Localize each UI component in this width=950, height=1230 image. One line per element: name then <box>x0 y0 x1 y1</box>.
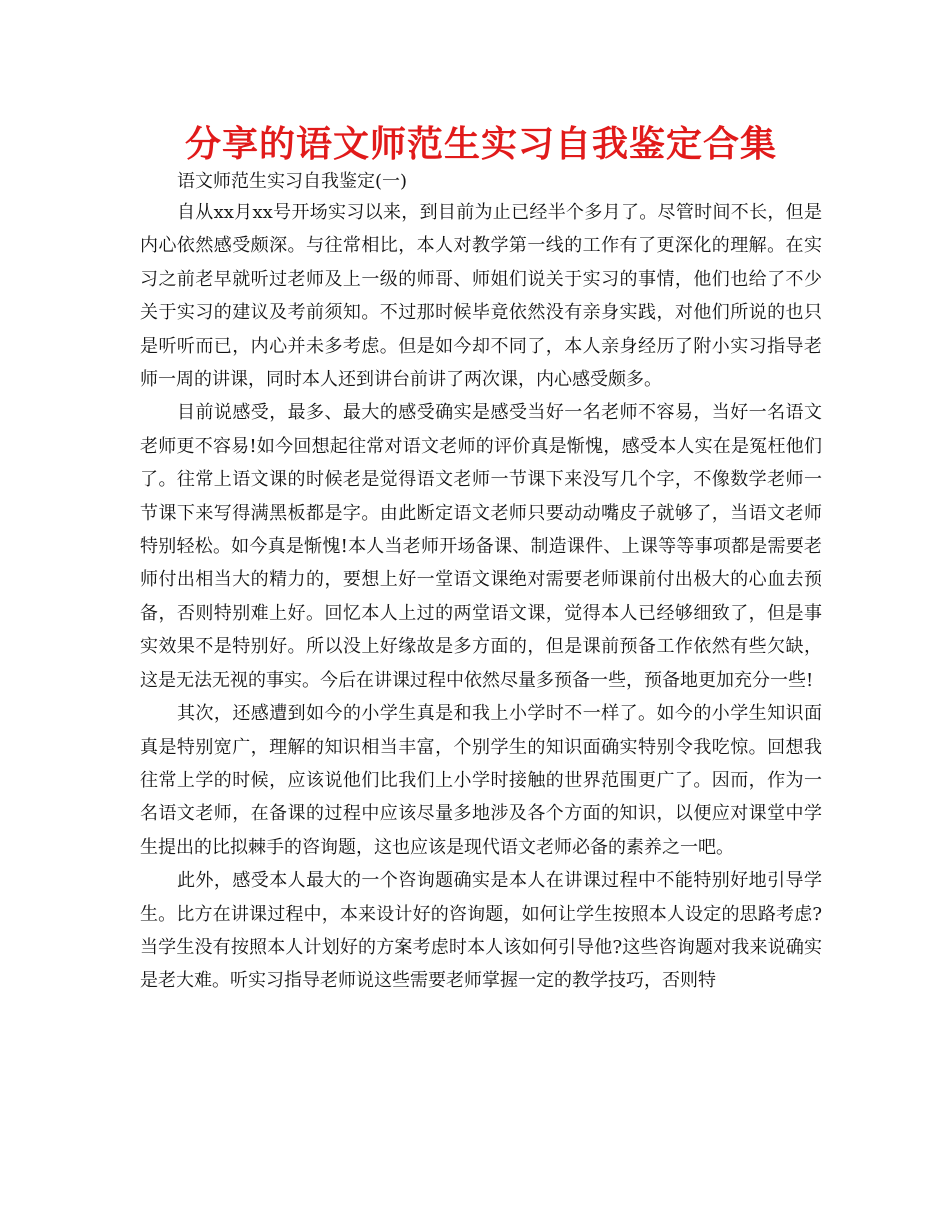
paragraph-4: 此外，感受本人最大的一个咨询题确实是本人在讲课过程中不能特别好地引导学生。比方在讲课过程中，本来设计好的咨询题，如何让学生按照本人设定的思路考虑?当学生没有按照本人计划好的方案考虑时本人该如何引导他?这些咨询题对我来说确实是老大难。听实习指导老师说这些需要老师掌握一定的教学技巧，否则特 <box>140 870 822 992</box>
paragraph-2: 目前说感受，最多、最大的感受确实是感受当好一名老师不容易，当好一名语文老师更不容易!如今回想起往常对语文老师的评价真是惭愧，感受本人实在是冤枉他们了。往常上语文课的时候老是觉得语文老师一节课下来没写几个字，不像数学老师一节课下来写得满黑板都是字。由此断定语文老师只要动动嘴皮子就够了，当语文老师特别轻松。如今真是惭愧!本人当老师开场备课、制造课件、上课等等事项都是需要老师付出相当大的精力的，要想上好一堂语文课绝对需要老师课前付出极大的心血去预备，否则特别难上好。回忆本人上过的两堂语文课，觉得本人已经够细致了，但是事实效果不是特别好。所以没上好缘故是多方面的，但是课前预备工作依然有些欠缺，这是无法无视的事实。今后在讲课过程中依然尽量多预备一些，预备地更加充分一些! <box>140 402 822 691</box>
paragraph-3: 其次，还感遭到如今的小学生真是和我上小学时不一样了。如今的小学生知识面真是特别宽广，理解的知识相当丰富，个别学生的知识面确实特别令我吃惊。回想我往常上学的时候，应该说他们比我们上小学时接触的世界范围更广了。因而，作为一名语文老师，在备课的过程中应该尽量多地涉及各个方面的知识，以便应对课堂中学生提出的比拟棘手的咨询题，这也应该是现代语文老师必备的素养之一吧。 <box>140 703 822 858</box>
document-title: 分享的语文师范生实习自我鉴定合集 <box>184 124 777 165</box>
document-body <box>140 168 822 998</box>
section-subtitle: 语文师范生实习自我鉴定(一) <box>177 171 408 192</box>
paragraph-1: 自从xx月xx号开场实习以来，到目前为止已经半个多月了。尽管时间不长，但是内心依然感受颇深。与往常相比，本人对教学第一线的工作有了更深化的理解。在实习之前老早就听过老师及上一级的师哥、师姐们说关于实习的事情，他们也给了不少关于实习的建议及考前须知。不过那时候毕竟依然没有亲身实践，对他们所说的也只是听听而已，内心并未多考虑。但是如今却不同了，本人亲身经历了附小实习指导老师一周的讲课，同时本人还到讲台前讲了两次课，内心感受颇多。 <box>140 202 822 391</box>
